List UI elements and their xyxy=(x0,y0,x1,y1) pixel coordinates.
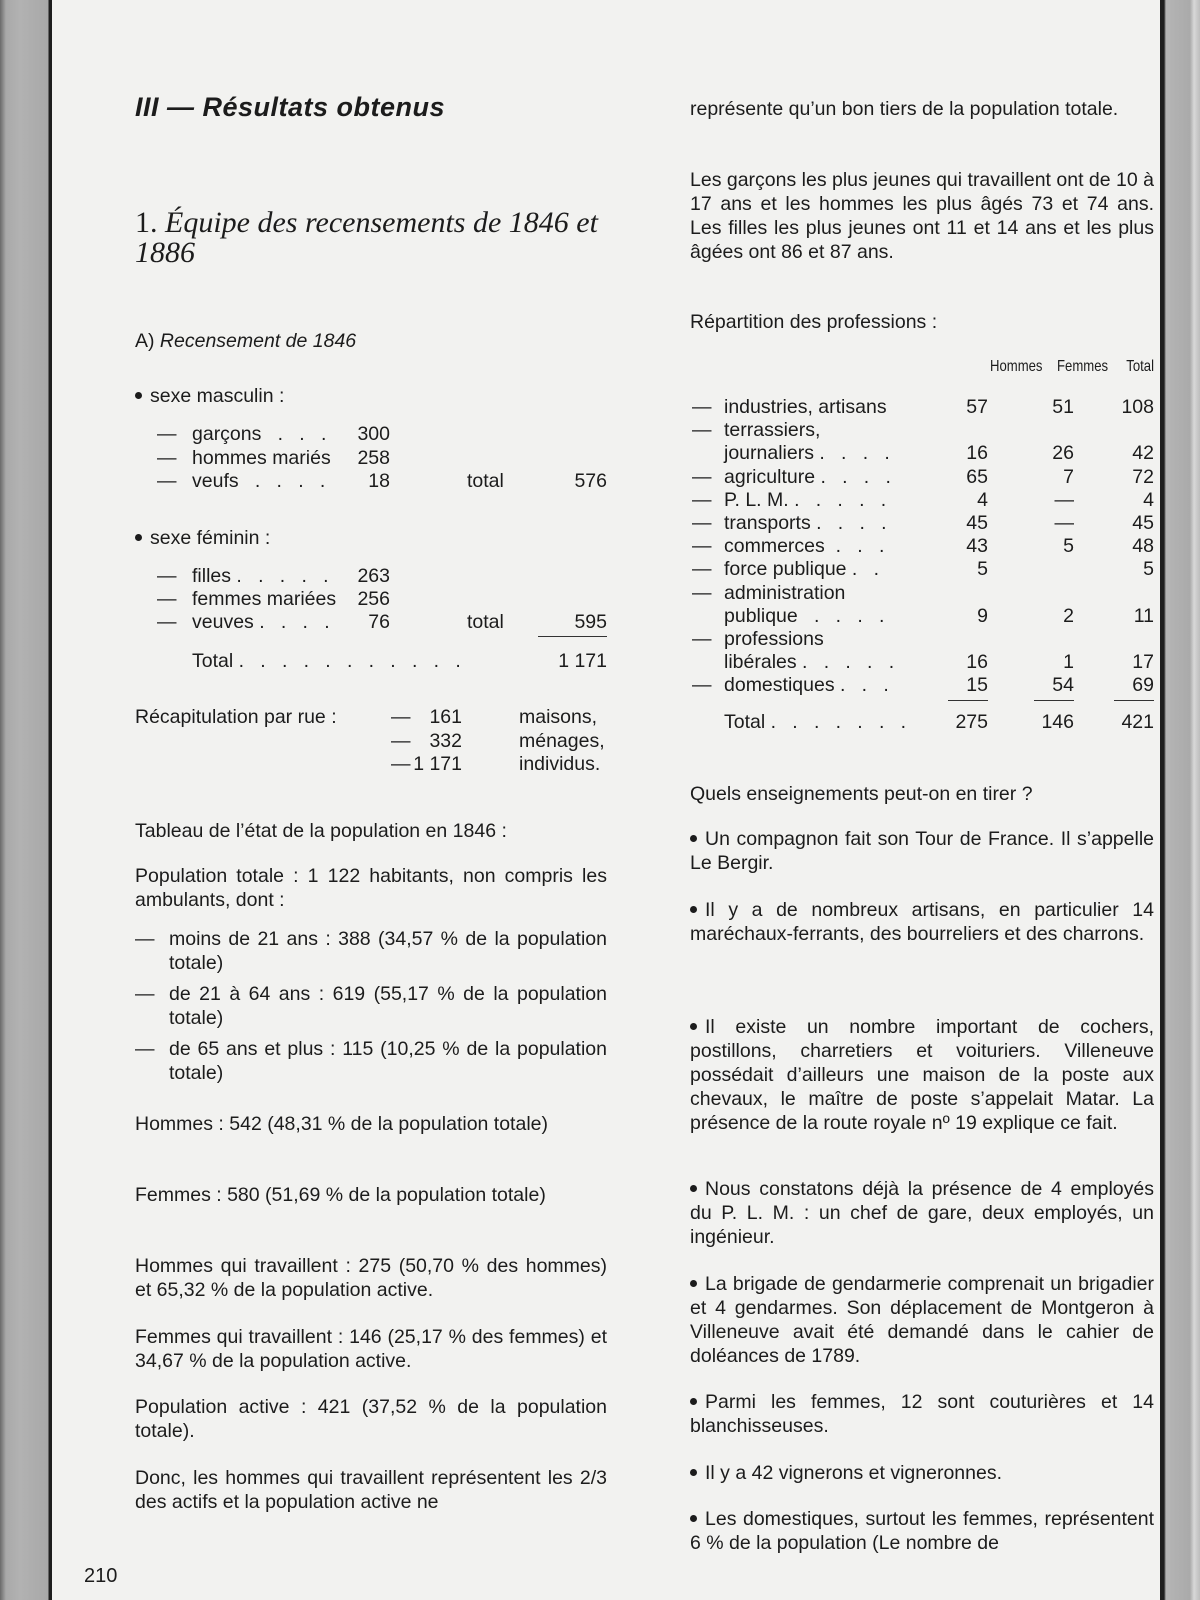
census-row: — veuves . . . . 76 total 595 xyxy=(157,611,607,633)
bullet-icon xyxy=(135,392,142,399)
profession-label: administration xyxy=(724,581,846,604)
hommes-value: 65 xyxy=(966,465,988,488)
professions-row xyxy=(690,488,1154,512)
femmes-value: 5 xyxy=(1063,535,1074,558)
lesson-item: Il y a 42 vignerons et vigneronnes. xyxy=(690,1461,1154,1485)
subheading-title: Équipe des recensements de 1846 et 1886 xyxy=(135,206,598,269)
sum-rule xyxy=(948,700,988,701)
hommes-value: 43 xyxy=(966,535,988,558)
male-total: 576 xyxy=(574,470,607,492)
paragraph: Femmes qui travaillent : 146 (25,17 % des femmes) et 34,67 % de la population active. xyxy=(135,1326,607,1372)
recap-row: Récapitulation par rue : — 161 maisons, xyxy=(135,706,598,728)
hommes-value: 9 xyxy=(977,604,988,627)
professions-row xyxy=(690,557,1154,581)
lesson-item: Il y a de nombreux artisans, en particulier 14 maréchaux-ferrants, des bourreliers et des charrons. xyxy=(690,899,1154,945)
profession-label: publique . . . . xyxy=(724,604,885,627)
professions-row xyxy=(690,395,1154,419)
dash: — xyxy=(692,581,712,604)
census-row: — filles . . . . . 263 xyxy=(157,565,390,587)
dash: — xyxy=(157,588,177,610)
male-heading: sexe masculin : xyxy=(135,384,607,408)
population-table-heading: Tableau de l’état de la population en 1846 : xyxy=(135,820,507,842)
professions-row xyxy=(690,465,1154,489)
total-value: 17 xyxy=(1132,651,1154,674)
professions-row xyxy=(690,627,1154,651)
profession-label: transports . . . . xyxy=(724,512,887,534)
census-row: — femmes mariées 256 xyxy=(157,588,390,610)
dash: — xyxy=(692,558,712,581)
total-value: 72 xyxy=(1132,465,1154,488)
recap-row: — 332 ménages, xyxy=(391,730,605,752)
bullet-icon xyxy=(690,835,697,842)
total-value: 45 xyxy=(1132,512,1154,534)
recap-row: — 1 171 individus. xyxy=(391,753,601,775)
bullet-icon xyxy=(690,1185,697,1192)
lesson-item: La brigade de gendarmerie comprenait un brigadier et 4 gendarmes. Son déplacement de Montgeron à Villeneuve avait été demandé dans le cahier de doléances de 1789. xyxy=(690,1273,1154,1367)
total-value: 69 xyxy=(1132,674,1154,697)
subsection-heading xyxy=(135,330,356,353)
census-row: — garçons . . . 300 xyxy=(157,423,390,445)
profession-label: domestiques . . . xyxy=(724,674,889,697)
census-grand-total: Total . . . . . . . . . . . 1 171 xyxy=(192,650,607,672)
profession-label: agriculture . . . . xyxy=(724,465,891,488)
total-value: 48 xyxy=(1132,535,1154,558)
dash: — xyxy=(157,423,177,445)
hommes-value: 16 xyxy=(966,651,988,674)
dash: — xyxy=(157,611,177,633)
total-value: 42 xyxy=(1132,442,1154,465)
bullet-icon xyxy=(690,1398,697,1405)
professions-total-row: Total . . . . . . . 275 146 421 xyxy=(724,711,1154,733)
femmes-value: 51 xyxy=(1052,396,1074,418)
professions-row xyxy=(690,511,1154,535)
dash: — xyxy=(157,470,177,492)
femmes-value: 54 xyxy=(1052,674,1074,697)
professions-row xyxy=(690,534,1154,558)
femmes-value: 26 xyxy=(1052,442,1074,465)
dash: — xyxy=(692,465,712,488)
dash: — xyxy=(157,565,177,587)
dash: — xyxy=(692,396,712,418)
paragraph: Population active : 421 (37,52 % de la population totale). xyxy=(135,1396,607,1442)
subheading xyxy=(135,208,615,268)
bullet-icon xyxy=(690,1469,697,1476)
section-heading: III — Résultats obtenus xyxy=(135,92,446,122)
profession-label: libérales . . . . . xyxy=(724,651,895,674)
bullet-icon xyxy=(690,906,697,913)
femmes-value: — xyxy=(1054,512,1074,534)
sum-rule xyxy=(538,636,607,637)
female-heading: sexe féminin : xyxy=(135,526,607,550)
lesson-item: Nous constatons déjà la présence de 4 employés du P. L. M. : un chef de gare, deux employés, un ingénieur. xyxy=(690,1178,1154,1248)
hommes-value: 4 xyxy=(977,488,988,511)
dash: — xyxy=(692,419,712,442)
column-header: Hommes xyxy=(989,358,1043,375)
population-total: Population totale : 1 122 habitants, non compris les ambulants, dont : xyxy=(135,865,607,911)
profession-label: force publique . . xyxy=(724,558,880,581)
census-row: — veufs . . . . 18 total 576 xyxy=(157,470,607,492)
professions-row xyxy=(690,650,1154,674)
hommes-value: 15 xyxy=(966,674,988,697)
lesson-item: Il existe un nombre important de cochers, postillons, charretiers et voituriers. Villeneuve possédait d’ailleurs une maison de la poste aux chevaux, le maître de poste s’appelait Matar. La présence de la route royale nº 19 explique ce fait. xyxy=(690,1016,1154,1134)
lesson-item: Parmi les femmes, 12 sont couturières et 14 blanchisseuses. xyxy=(690,1391,1154,1437)
lesson-item: Les domestiques, surtout les femmes, représentent 6 % de la population (Le nombre de xyxy=(690,1508,1154,1554)
page-number: 210 xyxy=(84,1565,118,1587)
column-header: Femmes xyxy=(1057,358,1109,375)
professions-row xyxy=(690,673,1154,697)
hommes-value: 57 xyxy=(966,396,988,418)
hommes-value: 45 xyxy=(966,512,988,534)
female-total: 595 xyxy=(574,611,607,633)
femmes-value: 2 xyxy=(1063,604,1074,627)
subsection-letter: A) xyxy=(135,330,155,352)
column-header: Total xyxy=(1126,358,1154,375)
femmes-value: — xyxy=(1054,488,1074,511)
dash: — xyxy=(692,628,712,650)
bullet-icon xyxy=(690,1280,697,1287)
paragraph: Les garçons les plus jeunes qui travaillent ont de 10 à 17 ans et les hommes les plus âgés 73 et 74 ans. Les filles les plus jeunes ont 11 et 14 ans et les plus âgées ont 86 et 87 ans. xyxy=(690,169,1154,263)
lesson-item: Un compagnon fait son Tour de France. Il s’appelle Le Bergir. xyxy=(690,828,1154,874)
profession-label: professions xyxy=(724,628,824,650)
hommes-value: 16 xyxy=(966,442,988,465)
census-row: — hommes mariés 258 xyxy=(157,447,390,469)
dash: — xyxy=(157,447,177,469)
profession-label: terrassiers, xyxy=(724,419,821,442)
profession-label: P. L. M. . . . . . xyxy=(724,488,887,511)
binding-edge-right xyxy=(1160,0,1200,1600)
bullet-icon xyxy=(690,1515,697,1522)
sum-rule xyxy=(1034,700,1074,701)
paragraph: représente qu’un bon tiers de la population totale. xyxy=(690,98,1119,120)
paragraph: Hommes : 542 (48,31 % de la population totale) xyxy=(135,1113,548,1135)
dash: — xyxy=(692,488,712,511)
total-value: 4 xyxy=(1143,488,1154,511)
total-value: 5 xyxy=(1143,558,1154,581)
total-value: 11 xyxy=(1133,604,1154,627)
profession-label: commerces . . . xyxy=(724,535,885,558)
dash: — xyxy=(692,674,712,697)
bullet-icon xyxy=(690,1023,697,1030)
document-page: III — Résultats obtenus 1. Équipe des recensements de 1846 et 1886 A) Recensement de 1846 sexe masculin : — garçons . . . 300 — hommes mariés 258 — veufs . . . . 18 total 576 sexe féminin : — filles . . . . . 263 — femmes mariées 256 — veuves . . . . 76 total 595 Total . . . . . . . . . . . 1 171 Récapitulation par rue : — 161 maisons, — 332 ménages, — 1 171 individus. Tableau de l’état de la population en 1846 : Population totale : 1 122 habitants, non compris les ambulants, dont : — moins de 21 ans : 388 (34,57 % de la population totale) — de 21 à 64 ans : 619 (55,17 % de la population totale) — de 65 ans et plus : 115 (10,25 % de la population totale) Hommes : 542 (48,31 % de la population totale) Femmes : 580 (51,69 % de la population totale) Hommes qui travaillent : 275 (50,70 % des hommes) et 65,32 % de la population active. Femmes qui travaillent : 146 (25,17 % des femmes) et 34,67 % de la population active. Population active : 421 (37,52 % de la population totale). Donc, les hommes qui travaillent représentent les 2/3 des actifs et la population active ne représente qu’un bon tiers de la population totale. Les garçons les plus jeunes qui travaillent ont de 10 à 17 ans et les hommes les plus âgés 73 et 74 ans. Les filles les plus jeunes ont 11 et 14 ans et les plus âgées ont 86 et 87 ans. Répartition des professions : Hommes Femmes Total — industries, artisans 57 51 108 — terrassiers, journaliers . . . . 16 26 42 — agriculture . . . . 65 7 72 — P. L. M. . . . . . 4 — 4 — transports . . . . 45 — 45 — commerces . . . 43 5 48 — force publique . . 5 5 — administration publique . . . . 9 2 11 — professions libérales . . . . . 16 1 17 — domestiques . . . 15 54 69 Total . . . . . . . 275 146 421 Quels enseignements peut-on en tirer ? Un compagnon fait son Tour de France. Il s’appelle Le Bergir. Il y a de nombreux artisans, en particulier 14 maréchaux-ferrants, des bourreliers et des charrons. Il existe un nombre important de cochers, postillons, charretiers et voituriers. Villeneuve possédait d’ailleurs une maison de la poste aux chevaux, le maître de poste s’appelait Matar. La présence de la route royale nº 19 explique ce fait. Nous constatons déjà la présence de 4 employés du P. L. M. : un chef de gare, deux employés, un ingénieur. La brigade de gendarmerie comprenait un brigadier et 4 gendarmes. Son déplacement de Montgeron à Villeneuve avait été demandé dans le cahier de doléances de 1789. Parmi les femmes, 12 sont couturières et 14 blanchisseuses. Il y a 42 vignerons et vigneronnes. Les domestiques, surtout les femmes, représentent 6 % de la population (Le nombre de 210 xyxy=(52,0,1160,1600)
paragraph: Hommes qui travaillent : 275 (50,70 % des hommes) et 65,32 % de la population active. xyxy=(135,1255,607,1301)
subheading-number: 1. xyxy=(135,206,158,239)
total-value: 108 xyxy=(1121,396,1154,418)
professions-row xyxy=(690,604,1154,628)
profession-label: industries, artisans xyxy=(724,396,887,418)
femmes-value: 7 xyxy=(1063,465,1074,488)
dash: — xyxy=(692,512,712,534)
paragraph: Donc, les hommes qui travaillent représentent les 2/3 des actifs et la population active ne xyxy=(135,1467,607,1513)
dash: — xyxy=(692,535,712,558)
bullet-icon xyxy=(135,534,142,541)
profession-label: journaliers . . . . xyxy=(724,442,890,465)
subsection-title: Recensement de 1846 xyxy=(159,330,357,352)
paragraph: Femmes : 580 (51,69 % de la population totale) xyxy=(135,1184,546,1206)
professions-heading: Répartition des professions : xyxy=(690,311,938,333)
sum-rule xyxy=(1114,700,1154,701)
hommes-value: 5 xyxy=(977,558,988,581)
professions-row xyxy=(690,581,1154,605)
lessons-heading: Quels enseignements peut-on en tirer ? xyxy=(690,783,1033,805)
professions-row xyxy=(690,441,1154,465)
binding-edge-left xyxy=(0,0,52,1600)
femmes-value: 1 xyxy=(1063,651,1074,674)
professions-row xyxy=(690,418,1154,442)
